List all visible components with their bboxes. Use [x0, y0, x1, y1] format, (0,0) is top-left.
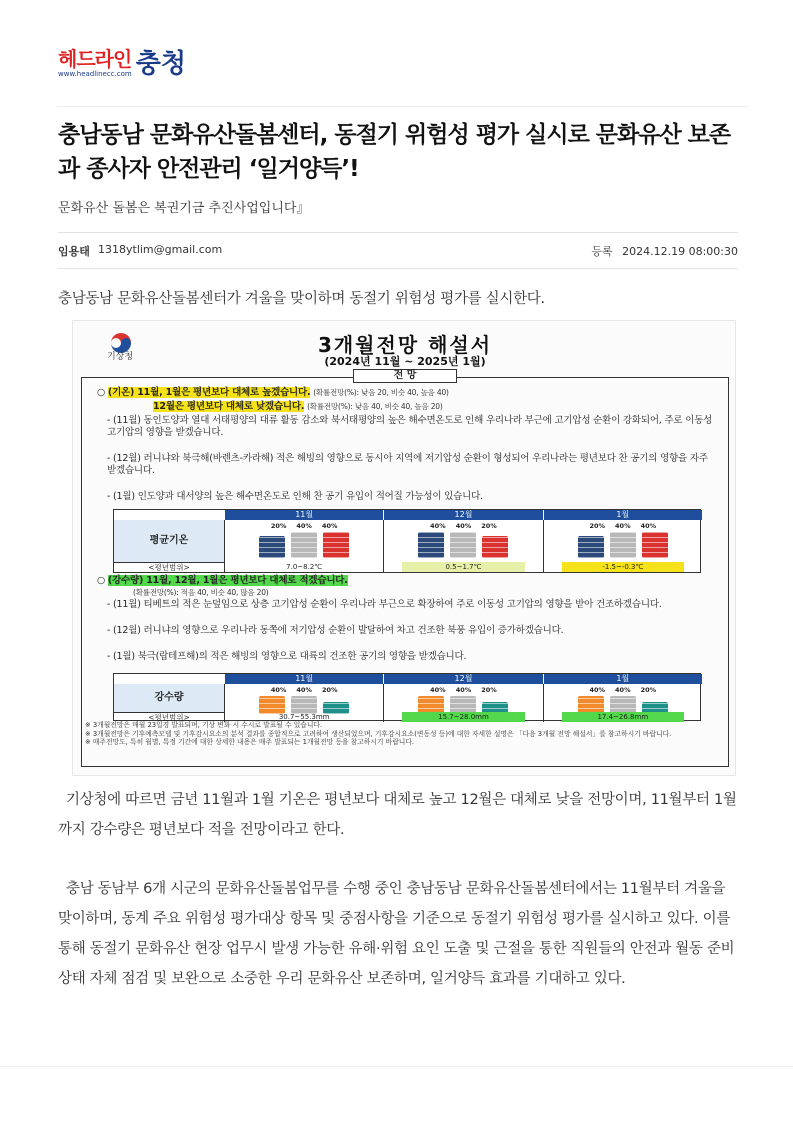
site-logo[interactable] — [58, 48, 748, 79]
author-name[interactable]: 임용태 — [58, 245, 90, 258]
precip-headline-note — [133, 587, 713, 599]
precip-probability-table — [113, 673, 701, 721]
table-month: 1월 — [543, 674, 702, 684]
table-row-label: 평균기온 — [114, 520, 224, 562]
normal-range: 15.7~28.0mm — [402, 712, 524, 722]
prob-stack-normal — [291, 532, 317, 558]
temp-headline-b — [153, 401, 713, 413]
prob-stack-low — [578, 536, 604, 558]
temp-probability-table — [113, 509, 701, 573]
temp-headline-a-text: (기온) 11월, 1월은 평년보다 대체로 높겠습니다. — [107, 387, 311, 398]
prob-low: 40% — [430, 522, 446, 530]
prob-stack-low — [259, 536, 285, 558]
prob-low: 40% — [589, 686, 606, 694]
normal-range: 17.4~26.8mm — [562, 712, 684, 722]
precip-headline-text: (강수량) 11월, 12월, 1월은 평년보다 대체로 적겠습니다. — [107, 575, 348, 586]
table-month: 11월 — [224, 674, 383, 684]
prob-low: 20% — [589, 522, 606, 530]
prob-normal: 40% — [455, 686, 472, 694]
table-range-label: <평년범위> — [114, 712, 224, 722]
prob-normal: 40% — [296, 686, 312, 694]
prob-stack-high — [482, 536, 508, 558]
footnote: ※ 3개월전망은 기후예측모델 및 기후감시요소의 분석 결과를 종합적으로 고려하여 생산되었으며, 기후감시요소(변동성 등)에 대한 자세한 설명은 「다음 3개월 전망 해설서」를 참고하시기 바랍니다. — [85, 729, 672, 738]
temp-item: - (12월) 러니냐와 북극해(바렌츠-카라해) 적은 해빙의 영향으로 동시아 지역에 저기압성 순환이 형성되어 우리나라는 평년보다 찬 공기의 영향을 자주 받겠습니다. — [107, 453, 708, 476]
prob-stack-normal — [610, 532, 636, 558]
figure-period: (2024년 11월 ~ 2025년 1월) — [324, 355, 486, 368]
article-paragraph: 충남 동남부 6개 시군의 문화유산돌봄업무를 수행 중인 충남동남 문화유산돌봄센터에서는 11월부터 겨울을 맞이하며, 동계 주요 위험성 평가대상 항목 및 중점사항을 기준으로 동절기 위험성 평가를 실시하고 있다. 이를 통해 동절기 문화유산 현장 업무시 발생 가능한 유해·위험 요인 도출 및 근절을 통한 직원들의 안전과 월동 준비 상태 자체 점검 및 보완으로 소중한 우리 문화유산 보존하며, 일거양득 효과를 기대하고 있다. — [58, 881, 735, 987]
temp-headline-b-text: 12월은 평년보다 대체로 낮겠습니다. — [153, 401, 305, 412]
table-header-row — [114, 674, 702, 684]
figure-footnotes — [85, 721, 725, 747]
precip-headline-note-text: (확률전망(%): 적음 40, 비슷 40, 많음 20) — [133, 588, 269, 597]
headline-divider — [58, 232, 738, 233]
normal-range: 7.0~8.2℃ — [286, 563, 323, 571]
prob-normal: 40% — [296, 522, 312, 530]
table-cell — [543, 684, 702, 722]
table-cell — [224, 520, 383, 572]
forecast-image — [72, 320, 736, 776]
table-month: 1월 — [543, 510, 702, 520]
prob-high: 20% — [321, 686, 338, 694]
prob-normal: 40% — [615, 522, 631, 530]
precip-item: - (11월) 티베트의 적은 눈덮임으로 상층 고기압성 순환이 우리나라 부근으로 확장하여 주로 이동성 고기압의 영향을 받아 건조하겠습니다. — [107, 599, 662, 610]
precip-headline — [97, 575, 717, 587]
footnote: ※ 3개월전망은 매월 23일경 발표되며, 기상 변화 시 수시로 발표될 수 있습니다. — [85, 721, 323, 729]
byline — [58, 243, 738, 261]
table-cell — [224, 684, 383, 722]
table-cell — [543, 520, 702, 572]
article-lede: 충남동남 문화유산돌봄센터가 겨울을 맞이하며 동절기 위험성 평가를 실시한다. — [58, 291, 545, 307]
author-email[interactable]: 1318ytlim@gmail.com — [98, 243, 223, 256]
prob-stack-low — [418, 532, 444, 558]
normal-range: 30.7~55.3mm — [278, 713, 330, 721]
temp-headline-b-note: (확률전망(%): 낮음 40, 비슷 40, 높음 20) — [307, 402, 443, 411]
logo-url: www.headlinecc.com — [58, 70, 132, 78]
normal-range: -1.5~-0.3℃ — [562, 562, 684, 572]
prob-high: 40% — [321, 522, 338, 530]
table-month: 12월 — [383, 674, 542, 684]
temp-headline-a-note: (확률전망(%): 낮음 20, 비슷 40, 높음 40) — [313, 388, 449, 397]
prob-stack-high — [642, 532, 668, 558]
figure-agency: 기상청 — [106, 352, 134, 362]
prob-high: 20% — [640, 686, 657, 694]
precip-item: - (1월) 북극(랍테프해)의 적은 해빙의 영향으로 대륙의 건조한 공기의 영향을 받겠습니다. — [107, 651, 467, 662]
footnote: ※ 매주전망도, 특히 월별, 특정 기간에 대한 상세한 내용은 매주 발표되는 1개월전망 등을 참고하시기 바랍니다. — [85, 738, 415, 747]
prob-high: 40% — [640, 522, 657, 530]
prob-stack-high — [323, 532, 349, 558]
registered-date — [591, 243, 738, 259]
prob-high: 20% — [481, 686, 497, 694]
prob-low: 20% — [270, 522, 287, 530]
masthead-divider — [58, 106, 748, 107]
table-month: 11월 — [224, 510, 383, 520]
figure-title: 3개월전망 해설서 — [317, 333, 493, 357]
prob-normal: 40% — [615, 686, 631, 694]
table-row-label: 강수량 — [114, 684, 224, 712]
temp-bullet: ○ — [97, 387, 106, 398]
precip-bullet: ○ — [97, 575, 106, 586]
prob-stack-normal — [450, 532, 476, 558]
temp-headline-a — [97, 387, 717, 399]
precip-item: - (12월) 러니냐의 영향으로 우리나라 동쪽에 저기압성 순환이 발달하여 차고 건조한 북풍 유입이 증가하겠습니다. — [107, 625, 564, 636]
prob-low: 40% — [270, 686, 287, 694]
logo-region: 충청 — [135, 49, 186, 79]
prob-normal: 40% — [455, 522, 472, 530]
temp-item: - (11월) 동인도양과 열대 서태평양의 대류 활동 감소와 북서태평양의 높은 해수면온도로 인해 우리나라 부근에 고기압성 순환이 강화되어, 주로 이동성 고기압의 영향을 받겠습니다. — [107, 415, 713, 438]
article-headline: 충남동남 문화유산돌봄센터, 동절기 위험성 평가 실시로 문화유산 보존과 종사자 안전관리 ‘일거양득’! — [58, 122, 731, 182]
byline-divider — [58, 268, 738, 269]
prob-high: 20% — [481, 522, 497, 530]
masthead — [58, 48, 748, 108]
prob-low: 40% — [430, 686, 446, 694]
footer-divider — [0, 1066, 793, 1067]
logo-wordmark: 헤드라인 — [58, 47, 132, 71]
table-month: 12월 — [383, 510, 542, 520]
registered-timestamp: 2024.12.19 08:00:30 — [622, 245, 738, 258]
table-cell — [383, 684, 542, 722]
table-cell — [383, 520, 542, 572]
normal-range: 0.5~1.7℃ — [402, 562, 524, 572]
registered-label: 등록 — [591, 245, 613, 258]
article-paragraph: 기상청에 따르면 금년 11월과 1월 기온은 평년보다 대체로 높고 12월은 대체로 낮을 전망이며, 11월부터 1월까지 강수량은 평년보다 적을 전망이라고 한다. — [58, 792, 737, 838]
table-range-label: <평년범위> — [114, 562, 224, 572]
figure-section-tab: 전 망 — [353, 369, 457, 383]
table-header-row — [114, 510, 702, 520]
article-subhead: 문화유산 돌봄은 복권기금 추진사업입니다』 — [58, 201, 310, 216]
temp-item: - (1월) 인도양과 대서양의 높은 해수면온도로 인해 찬 공기 유입이 적어질 가능성이 있습니다. — [107, 491, 483, 502]
